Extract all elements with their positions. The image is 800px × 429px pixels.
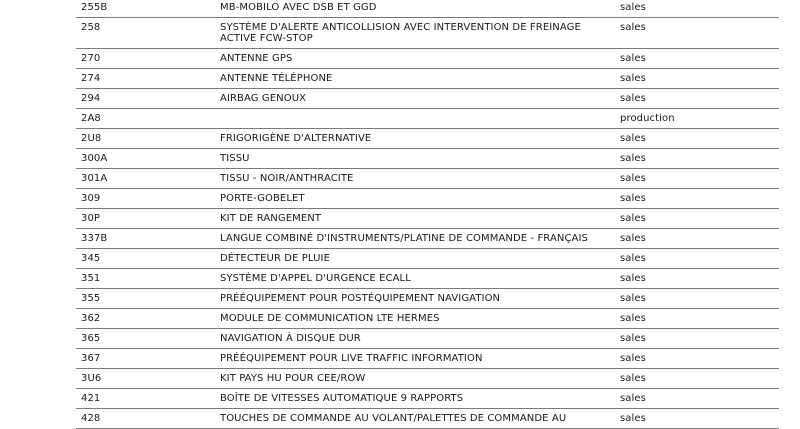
table-row: [76, 309, 779, 329]
option-description: DÉTECTEUR DE PLUIE: [215, 249, 615, 269]
option-description: PORTE-GOBELET: [215, 189, 615, 209]
table-row: [76, 409, 779, 429]
option-code: 3U6: [76, 369, 215, 389]
options-table: [76, 0, 779, 429]
option-code: 428: [76, 409, 215, 429]
option-code: 345: [76, 249, 215, 269]
option-source: sales: [615, 169, 779, 189]
option-source: sales: [615, 369, 779, 389]
table-row: [76, 129, 779, 149]
option-description: [215, 109, 615, 129]
option-source: sales: [615, 289, 779, 309]
option-source: sales: [615, 409, 779, 429]
table-row: [76, 229, 779, 249]
option-source: sales: [615, 189, 779, 209]
option-source: sales: [615, 249, 779, 269]
option-source: sales: [615, 209, 779, 229]
option-description: FRIGORIGÈNE D'ALTERNATIVE: [215, 129, 615, 149]
table-row: [76, 169, 779, 189]
option-description: ANTENNE GPS: [215, 49, 615, 69]
table-row: [76, 69, 779, 89]
options-table-body: [76, 0, 779, 429]
option-source: sales: [615, 149, 779, 169]
table-row: [76, 149, 779, 169]
table-row: [76, 18, 779, 49]
option-source: sales: [615, 229, 779, 249]
option-description: SYSTÈME D'ALERTE ANTICOLLISION AVEC INTERVENTION DE FREINAGE ACTIVE FCW-STOP: [215, 18, 615, 49]
option-code: 337B: [76, 229, 215, 249]
option-code: 367: [76, 349, 215, 369]
option-code: 362: [76, 309, 215, 329]
option-source: sales: [615, 129, 779, 149]
table-row: [76, 349, 779, 369]
option-description: MODULE DE COMMUNICATION LTE HERMES: [215, 309, 615, 329]
table-row: [76, 189, 779, 209]
table-row: [76, 249, 779, 269]
option-description: KIT DE RANGEMENT: [215, 209, 615, 229]
option-description: PRÉÉQUIPEMENT POUR POSTÉQUIPEMENT NAVIGATION: [215, 289, 615, 309]
option-source: sales: [615, 69, 779, 89]
table-row: [76, 0, 779, 18]
option-code: 300A: [76, 149, 215, 169]
option-code: 2A8: [76, 109, 215, 129]
table-row: [76, 289, 779, 309]
table-row: [76, 329, 779, 349]
option-code: 294: [76, 89, 215, 109]
option-description: PRÉÉQUIPEMENT POUR LIVE TRAFFIC INFORMATION: [215, 349, 615, 369]
option-description: TISSU - NOIR/ANTHRACITE: [215, 169, 615, 189]
option-source: sales: [615, 349, 779, 369]
option-code: 355: [76, 289, 215, 309]
table-row: [76, 389, 779, 409]
option-description: TOUCHES DE COMMANDE AU VOLANT/PALETTES DE COMMANDE AU: [215, 409, 615, 429]
option-code: 274: [76, 69, 215, 89]
option-code: 301A: [76, 169, 215, 189]
option-source: sales: [615, 49, 779, 69]
option-description: AIRBAG GENOUX: [215, 89, 615, 109]
option-code: 2U8: [76, 129, 215, 149]
option-code: 270: [76, 49, 215, 69]
option-code: 309: [76, 189, 215, 209]
option-source: sales: [615, 269, 779, 289]
option-source: sales: [615, 0, 779, 18]
option-description: NAVIGATION À DISQUE DUR: [215, 329, 615, 349]
option-code: 258: [76, 18, 215, 49]
option-description: BOÎTE DE VITESSES AUTOMATIQUE 9 RAPPORTS: [215, 389, 615, 409]
table-row: [76, 49, 779, 69]
table-row: [76, 109, 779, 129]
option-description: LANGUE COMBINÉ D'INSTRUMENTS/PLATINE DE COMMANDE - FRANÇAIS: [215, 229, 615, 249]
option-code: 351: [76, 269, 215, 289]
option-source: sales: [615, 89, 779, 109]
option-source: production: [615, 109, 779, 129]
option-description: KIT PAYS HU POUR CEE/ROW: [215, 369, 615, 389]
option-source: sales: [615, 309, 779, 329]
table-row: [76, 369, 779, 389]
option-description: ANTENNE TÉLÉPHONE: [215, 69, 615, 89]
option-code: 30P: [76, 209, 215, 229]
option-code: 255B: [76, 0, 215, 18]
option-description: SYSTÈME D'APPEL D'URGENCE ECALL: [215, 269, 615, 289]
option-code: 421: [76, 389, 215, 409]
table-row: [76, 89, 779, 109]
option-description: TISSU: [215, 149, 615, 169]
table-row: [76, 209, 779, 229]
table-row: [76, 269, 779, 289]
option-source: sales: [615, 329, 779, 349]
option-description: MB-MOBILO AVEC DSB ET GGD: [215, 0, 615, 18]
option-source: sales: [615, 389, 779, 409]
option-code: 365: [76, 329, 215, 349]
option-source: sales: [615, 18, 779, 49]
